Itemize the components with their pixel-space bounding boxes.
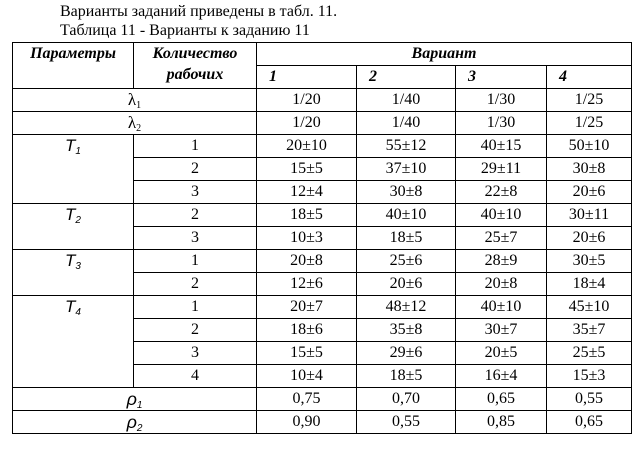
table-cell: 10±3: [257, 227, 357, 250]
table-cell: 1/20: [257, 89, 357, 112]
t-subscript: 1: [75, 146, 81, 157]
workers-cell: 1: [134, 250, 257, 273]
t-symbol: T: [65, 136, 76, 155]
table-cell: 40±10: [357, 204, 456, 227]
rho-symbol: ρ: [126, 389, 137, 409]
table-caption: Таблица 11 - Варианты к заданию 11: [60, 22, 310, 39]
table-cell: 1/30: [456, 89, 547, 112]
workers-cell: 3: [134, 181, 257, 204]
header-workers-line1: Количество: [152, 45, 238, 62]
table-cell: 1/25: [547, 89, 632, 112]
table-cell: 15±3: [547, 365, 632, 388]
intro-text: [60, 2, 337, 40]
variants-table: [12, 42, 632, 434]
table-cell: 20±6: [547, 181, 632, 204]
table-cell: 20±8: [456, 273, 547, 296]
workers-cell: 1: [134, 135, 257, 158]
table-cell: 35±8: [357, 319, 456, 342]
header-workers-line2: рабочих: [166, 66, 224, 83]
workers-cell: 2: [134, 273, 257, 296]
table-cell: 40±10: [456, 204, 547, 227]
lambda-symbol: λ: [127, 90, 137, 109]
t1-label: [13, 135, 134, 204]
table-cell: 18±6: [257, 319, 357, 342]
lambda1-label: [13, 89, 257, 112]
table-cell: 1/25: [547, 112, 632, 135]
table-cell: 35±7: [547, 319, 632, 342]
table-cell: 18±5: [357, 365, 456, 388]
table-cell: 18±5: [357, 227, 456, 250]
workers-cell: 2: [134, 158, 257, 181]
table-cell: 48±12: [357, 296, 456, 319]
table-cell: 20±5: [456, 342, 547, 365]
lambda2-label: [13, 112, 257, 135]
rho-subscript: 2: [136, 423, 143, 434]
workers-cell: 2: [134, 204, 257, 227]
table-cell: 29±6: [357, 342, 456, 365]
t-symbol: T: [65, 297, 76, 316]
table-cell: 22±8: [456, 181, 547, 204]
table-cell: 0,85: [456, 411, 547, 434]
table-cell: 30±7: [456, 319, 547, 342]
t-symbol: T: [65, 205, 76, 224]
table-cell: 30±8: [357, 181, 456, 204]
table-cell: 18±5: [257, 204, 357, 227]
workers-cell: 4: [134, 365, 257, 388]
table-cell: 37±10: [357, 158, 456, 181]
variant-number: 4: [547, 66, 632, 89]
table-cell: 29±11: [456, 158, 547, 181]
table-cell: 0,65: [547, 411, 632, 434]
header-row: [13, 43, 632, 66]
table-cell: 40±10: [456, 296, 547, 319]
table-cell: 15±5: [257, 158, 357, 181]
table-cell: 30±11: [547, 204, 632, 227]
t2-label: [13, 204, 134, 250]
table-cell: 25±5: [547, 342, 632, 365]
table-cell: 20±6: [357, 273, 456, 296]
rho1-row: [13, 388, 632, 411]
table-cell: 25±6: [357, 250, 456, 273]
lambda1-row: [13, 89, 632, 112]
table-cell: 30±8: [547, 158, 632, 181]
table-cell: 1/40: [357, 112, 456, 135]
table-cell: 50±10: [547, 135, 632, 158]
table-cell: 20±8: [257, 250, 357, 273]
header-params: Параметры: [13, 43, 134, 89]
table-cell: 20±10: [257, 135, 357, 158]
rho-symbol: ρ: [126, 412, 137, 432]
t-subscript: 2: [75, 215, 81, 226]
rho2-row: [13, 411, 632, 434]
rho-subscript: 1: [136, 400, 143, 411]
variant-number: 3: [456, 66, 547, 89]
table-cell: 28±9: [456, 250, 547, 273]
table-row: [13, 296, 632, 319]
table-cell: 0,65: [456, 388, 547, 411]
t-subscript: 3: [75, 261, 81, 272]
lambda-symbol: λ: [127, 113, 137, 132]
lambda-subscript: 2: [136, 123, 142, 134]
table-row: [13, 204, 632, 227]
table-cell: 1/30: [456, 112, 547, 135]
rho2-label: [13, 411, 257, 434]
table-cell: 0,90: [257, 411, 357, 434]
t4-label: [13, 296, 134, 388]
t3-label: [13, 250, 134, 296]
table-cell: 40±15: [456, 135, 547, 158]
table-cell: 0,70: [357, 388, 456, 411]
workers-cell: 3: [134, 227, 257, 250]
workers-cell: 2: [134, 319, 257, 342]
table-cell: 55±12: [357, 135, 456, 158]
table-row: [13, 135, 632, 158]
table-cell: 0,55: [547, 388, 632, 411]
table-row: [13, 250, 632, 273]
table-cell: 10±4: [257, 365, 357, 388]
table-cell: 16±4: [456, 365, 547, 388]
table-cell: 1/20: [257, 112, 357, 135]
table-cell: 30±5: [547, 250, 632, 273]
table-cell: 45±10: [547, 296, 632, 319]
table-cell: 1/40: [357, 89, 456, 112]
table-cell: 18±4: [547, 273, 632, 296]
table-cell: 12±4: [257, 181, 357, 204]
table-cell: 15±5: [257, 342, 357, 365]
table-cell: 12±6: [257, 273, 357, 296]
header-variant: Вариант: [257, 43, 632, 66]
variant-number: 2: [357, 66, 456, 89]
t-symbol: T: [65, 251, 76, 270]
table-cell: 20±7: [257, 296, 357, 319]
rho1-label: [13, 388, 257, 411]
table-cell: 20±6: [547, 227, 632, 250]
intro-line: Варианты заданий приведены в табл. 11.: [60, 3, 338, 20]
table-cell: 0,75: [257, 388, 357, 411]
header-workers-count: [134, 43, 257, 89]
variant-number: 1: [257, 66, 357, 89]
workers-cell: 1: [134, 296, 257, 319]
workers-cell: 3: [134, 342, 257, 365]
lambda-subscript: 1: [136, 100, 142, 111]
table-cell: 0,55: [357, 411, 456, 434]
table-cell: 25±7: [456, 227, 547, 250]
t-subscript: 4: [75, 307, 81, 318]
lambda2-row: [13, 112, 632, 135]
